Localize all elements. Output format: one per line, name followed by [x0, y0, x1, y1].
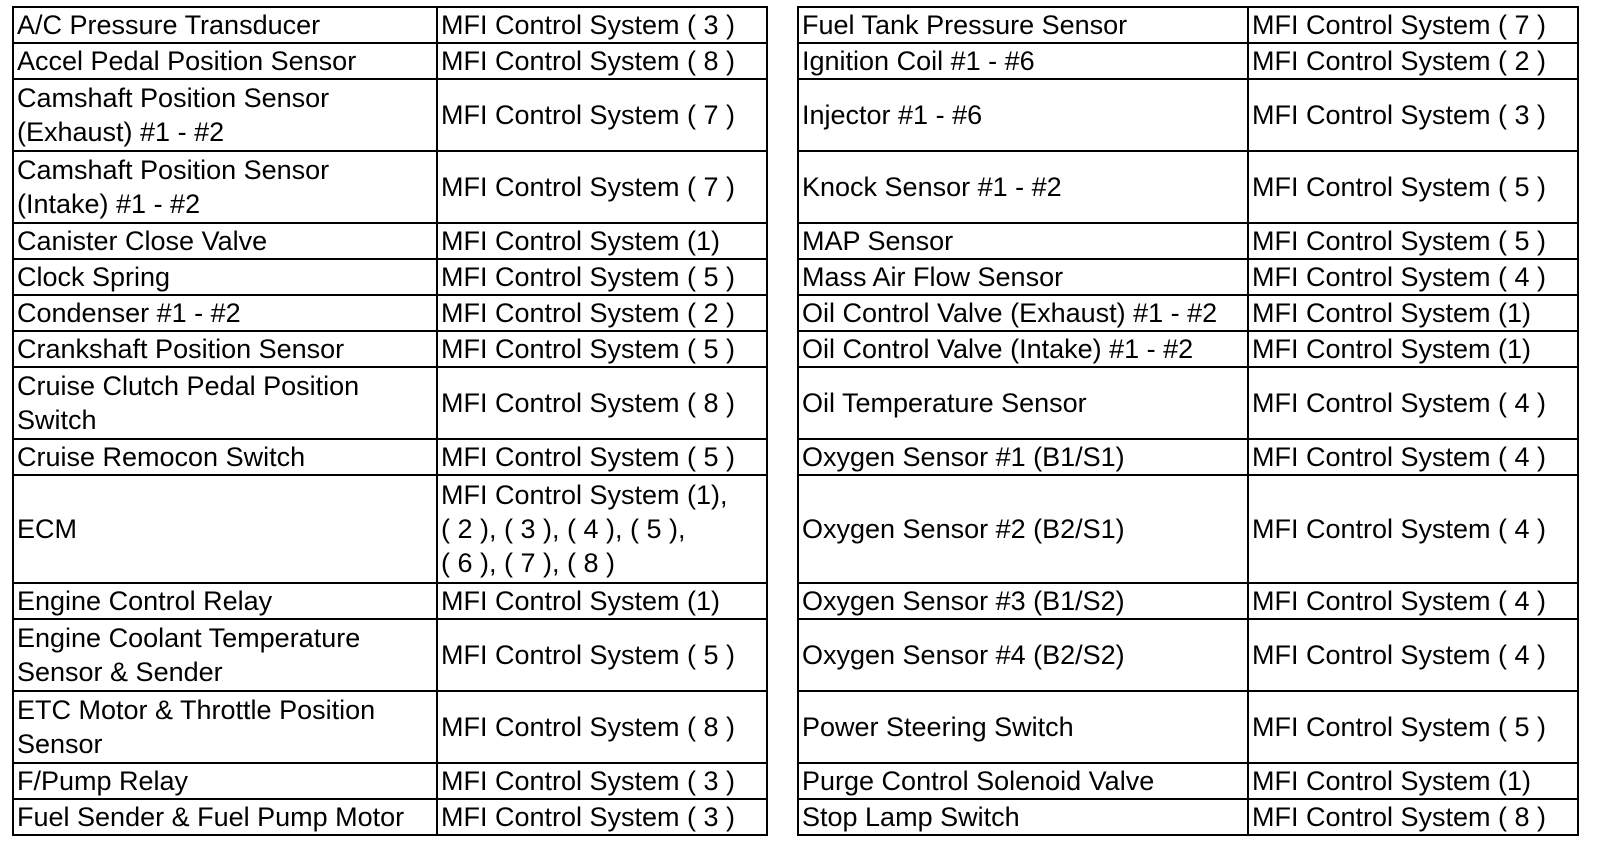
table-row [13, 763, 767, 799]
table-row [798, 763, 1578, 799]
table-row [798, 43, 1578, 79]
table-row [798, 619, 1578, 691]
reference-cell: MFI Control System ( 7 ) [437, 79, 767, 151]
table-row [13, 259, 767, 295]
component-name-cell: Clock Spring [13, 259, 437, 295]
table-row [798, 79, 1578, 151]
component-name-cell: Oxygen Sensor #4 (B2/S2) [798, 619, 1248, 691]
reference-cell: MFI Control System ( 3 ) [437, 7, 767, 43]
component-name-cell: Engine Control Relay [13, 583, 437, 619]
component-name-cell: Fuel Tank Pressure Sensor [798, 7, 1248, 43]
component-name-cell: Oxygen Sensor #1 (B1/S1) [798, 439, 1248, 475]
reference-cell: MFI Control System ( 4 ) [1248, 583, 1578, 619]
component-name-cell: A/C Pressure Transducer [13, 7, 437, 43]
component-name-cell: Canister Close Valve [13, 223, 437, 259]
reference-cell: MFI Control System ( 3 ) [437, 763, 767, 799]
component-name-cell: Camshaft Position Sensor (Exhaust) #1 - #2 [13, 79, 437, 151]
reference-cell: MFI Control System ( 5 ) [1248, 151, 1578, 223]
component-name-cell: Oxygen Sensor #2 (B2/S1) [798, 475, 1248, 583]
component-table-right [797, 6, 1579, 836]
table-row [798, 259, 1578, 295]
table-row [13, 439, 767, 475]
reference-cell: MFI Control System ( 8 ) [437, 691, 767, 763]
reference-cell: MFI Control System ( 5 ) [437, 331, 767, 367]
table-row [798, 367, 1578, 439]
table-row [13, 799, 767, 835]
component-name-cell: Oil Control Valve (Intake) #1 - #2 [798, 331, 1248, 367]
table-row [798, 295, 1578, 331]
reference-cell: MFI Control System ( 2 ) [437, 295, 767, 331]
reference-cell: MFI Control System ( 8 ) [1248, 799, 1578, 835]
table-row [798, 799, 1578, 835]
table-row [13, 331, 767, 367]
reference-cell: MFI Control System ( 3 ) [437, 799, 767, 835]
component-name-cell: Purge Control Solenoid Valve [798, 763, 1248, 799]
reference-cell: MFI Control System ( 5 ) [437, 259, 767, 295]
reference-cell: MFI Control System (1) [437, 223, 767, 259]
component-name-cell: Power Steering Switch [798, 691, 1248, 763]
table-row [13, 151, 767, 223]
component-name-cell: Stop Lamp Switch [798, 799, 1248, 835]
reference-cell: MFI Control System ( 4 ) [1248, 259, 1578, 295]
reference-cell: MFI Control System ( 8 ) [437, 43, 767, 79]
table-row [13, 367, 767, 439]
reference-cell: MFI Control System (1) [437, 583, 767, 619]
component-name-cell: Engine Coolant Temperature Sensor & Sender [13, 619, 437, 691]
table-row [13, 295, 767, 331]
table-row [13, 475, 767, 583]
component-name-cell: Knock Sensor #1 - #2 [798, 151, 1248, 223]
table-row [13, 619, 767, 691]
table-row [798, 583, 1578, 619]
component-name-cell: Crankshaft Position Sensor [13, 331, 437, 367]
reference-cell: MFI Control System (1) [1248, 763, 1578, 799]
component-name-cell: Camshaft Position Sensor (Intake) #1 - #2 [13, 151, 437, 223]
table-row [798, 7, 1578, 43]
reference-cell: MFI Control System ( 7 ) [1248, 7, 1578, 43]
reference-cell: MFI Control System ( 4 ) [1248, 619, 1578, 691]
table-row [798, 691, 1578, 763]
reference-cell: MFI Control System ( 4 ) [1248, 475, 1578, 583]
reference-cell: MFI Control System ( 4 ) [1248, 367, 1578, 439]
component-name-cell: Condenser #1 - #2 [13, 295, 437, 331]
reference-cell: MFI Control System (1) [1248, 295, 1578, 331]
table-row [13, 691, 767, 763]
component-table-left [12, 6, 768, 836]
table-row [798, 331, 1578, 367]
component-name-cell: Oxygen Sensor #3 (B1/S2) [798, 583, 1248, 619]
reference-cell: MFI Control System ( 4 ) [1248, 439, 1578, 475]
reference-cell: MFI Control System ( 5 ) [1248, 223, 1578, 259]
component-name-cell: Oil Temperature Sensor [798, 367, 1248, 439]
table-row [13, 583, 767, 619]
component-name-cell: Oil Control Valve (Exhaust) #1 - #2 [798, 295, 1248, 331]
reference-cell: MFI Control System ( 7 ) [437, 151, 767, 223]
component-name-cell: ETC Motor & Throttle Position Sensor [13, 691, 437, 763]
reference-cell: MFI Control System (1), ( 2 ), ( 3 ), ( 4 ), ( 5 ), ( 6 ), ( 7 ), ( 8 ) [437, 475, 767, 583]
reference-cell: MFI Control System ( 3 ) [1248, 79, 1578, 151]
reference-cell: MFI Control System ( 2 ) [1248, 43, 1578, 79]
component-name-cell: Accel Pedal Position Sensor [13, 43, 437, 79]
reference-cell: MFI Control System ( 8 ) [437, 367, 767, 439]
table-row [13, 43, 767, 79]
table-row [13, 223, 767, 259]
component-name-cell: Fuel Sender & Fuel Pump Motor [13, 799, 437, 835]
component-name-cell: Mass Air Flow Sensor [798, 259, 1248, 295]
table-row [798, 151, 1578, 223]
component-name-cell: Injector #1 - #6 [798, 79, 1248, 151]
component-name-cell: F/Pump Relay [13, 763, 437, 799]
component-name-cell: Ignition Coil #1 - #6 [798, 43, 1248, 79]
reference-cell: MFI Control System ( 5 ) [1248, 691, 1578, 763]
component-name-cell: ECM [13, 475, 437, 583]
reference-cell: MFI Control System ( 5 ) [437, 619, 767, 691]
table-row [13, 7, 767, 43]
table-row [798, 439, 1578, 475]
component-name-cell: MAP Sensor [798, 223, 1248, 259]
reference-cell: MFI Control System ( 5 ) [437, 439, 767, 475]
component-name-cell: Cruise Clutch Pedal Position Switch [13, 367, 437, 439]
table-row [798, 475, 1578, 583]
reference-cell: MFI Control System (1) [1248, 331, 1578, 367]
table-row [798, 223, 1578, 259]
table-row [13, 79, 767, 151]
component-name-cell: Cruise Remocon Switch [13, 439, 437, 475]
